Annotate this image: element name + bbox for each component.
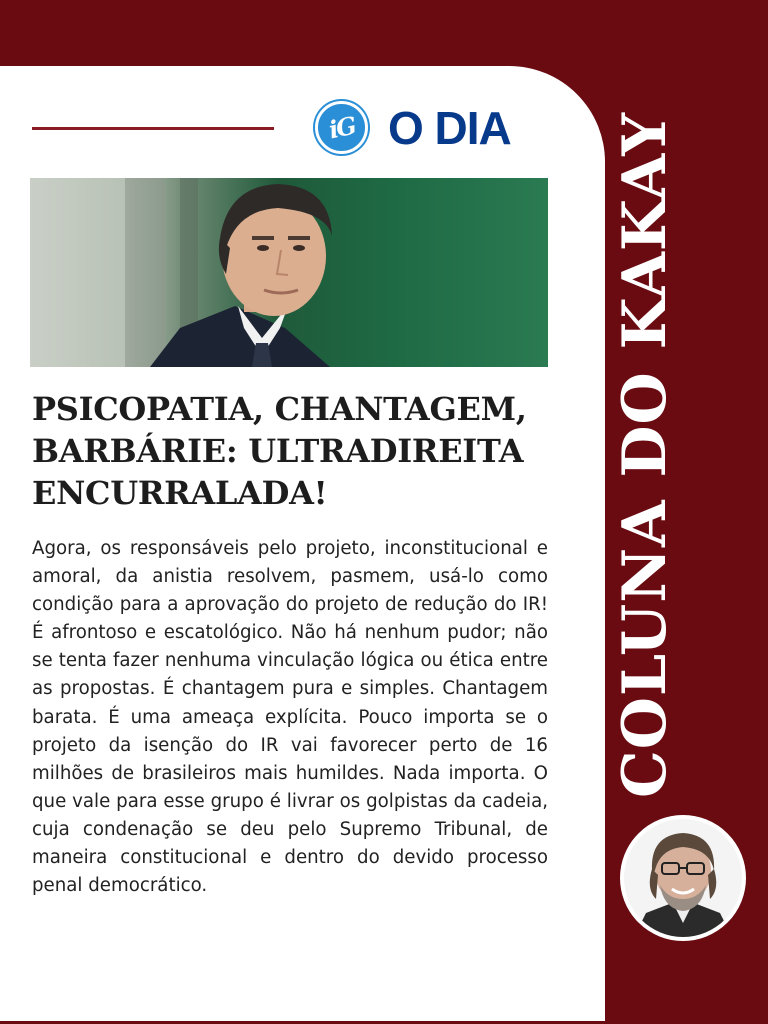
portrait-illustration [30,178,548,367]
article-body: Agora, os responsáveis pelo projeto, inconstitucional e amoral, da anistia resolvem, pasmem, usá-lo como condição para a aprovação do projeto de redução do IR! É afrontoso e escatológico. Não há nenhum pudor; não se tenta fazer nenhuma vinculação lógica ou ética entre as propostas. É chantagem pura e simples. Chantagem barata. É uma ameaça explícita. Pouco importa se o projeto da isenção do IR vai favorecer perto de 16 milhões de brasileiros mais humildes. Nada importa. O que vale para esse grupo é livrar os golpistas da cadeia, cuja condenação se deu pelo Supremo Tribunal, de maneira constitucional e dentro do devido processo penal democrático. [32,538,548,897]
columnist-portrait-illustration [624,819,742,937]
header-rule [32,127,274,130]
columnist-avatar [620,815,746,941]
ig-logo-text: iG [325,110,358,145]
o-dia-logo[interactable]: O DIA [388,102,511,154]
article-photo [30,178,548,367]
ig-logo-icon[interactable] [315,101,368,154]
column-title: COLUNA DO KAKAY [610,111,680,799]
article-headline: PSICOPATIA, CHANTAGEM, BARBÁRIE: ULTRADIREITA ENCURRALADA! [32,390,527,512]
